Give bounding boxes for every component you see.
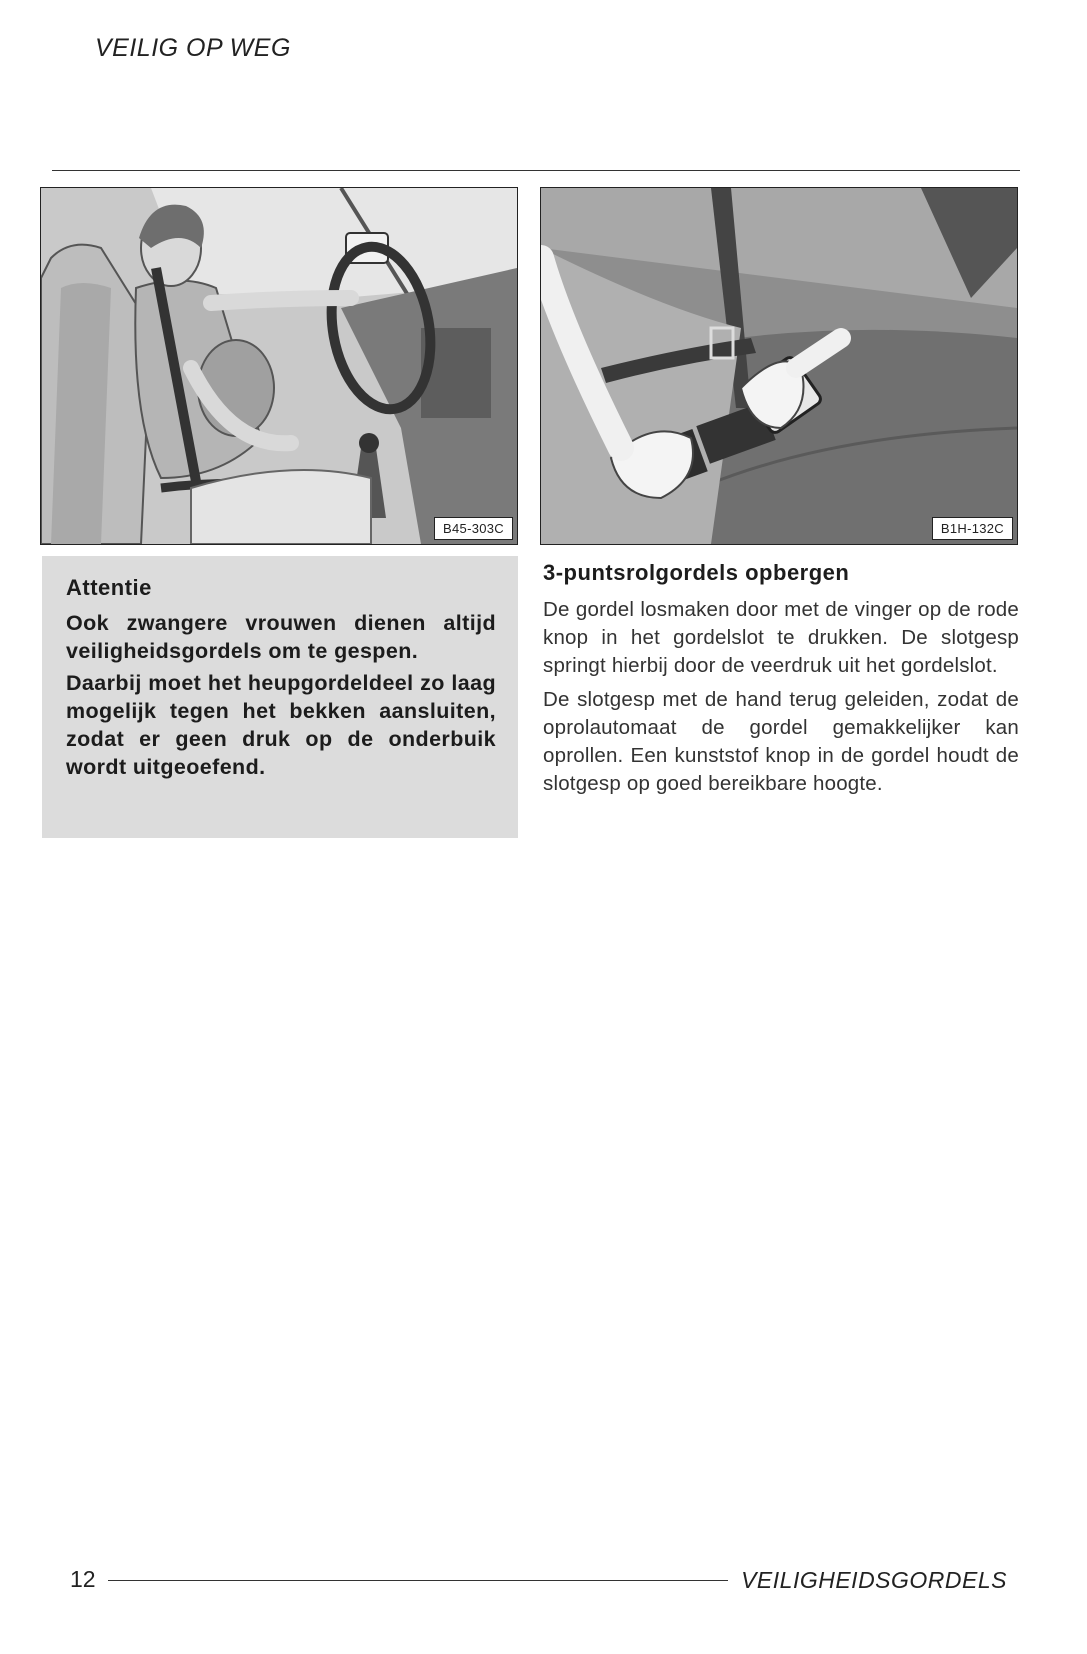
attention-title: Attentie bbox=[66, 575, 152, 600]
illustration-buckle-release bbox=[541, 188, 1017, 544]
footer-rule bbox=[108, 1580, 728, 1581]
figure-code: B45-303C bbox=[434, 517, 513, 540]
running-head: VEILIG OP WEG bbox=[95, 34, 291, 62]
figure-pregnant-driver bbox=[40, 187, 518, 545]
figure-buckle-release bbox=[540, 187, 1018, 545]
section-paragraph: De gordel losmaken door met de vinger op de rode knop in het gordelslot te drukken. De slotgesp springt hierbij door de veerdruk uit het gordelslot. bbox=[543, 598, 1019, 677]
figure-code: B1H-132C bbox=[932, 517, 1013, 540]
section-title: 3-puntsrolgordels opbergen bbox=[543, 560, 850, 585]
page-number: 12 bbox=[70, 1566, 96, 1592]
section-belt-storage bbox=[543, 560, 1019, 804]
footer-section-title: VEILIGHEIDSGORDELS bbox=[741, 1567, 1007, 1593]
attention-paragraph: Ook zwangere vrouwen dienen altijd veiligheidsgordels om te gespen. bbox=[66, 611, 496, 663]
illustration-pregnant-driver bbox=[41, 188, 517, 544]
top-rule bbox=[52, 170, 1020, 171]
attention-box bbox=[42, 556, 518, 838]
section-paragraph: De slotgesp met de hand terug geleiden, zodat de oprolautomaat de gordel gemakkelijker kan oprollen. Een kunststof knop in de gordel houdt de slotgesp op goed bereikbare hoogte. bbox=[543, 688, 1019, 795]
attention-paragraph: Daarbij moet het heupgordeldeel zo laag mogelijk tegen het bekken aansluiten, zodat er geen druk op de onderbuik wordt uitgeoefend. bbox=[66, 671, 496, 779]
